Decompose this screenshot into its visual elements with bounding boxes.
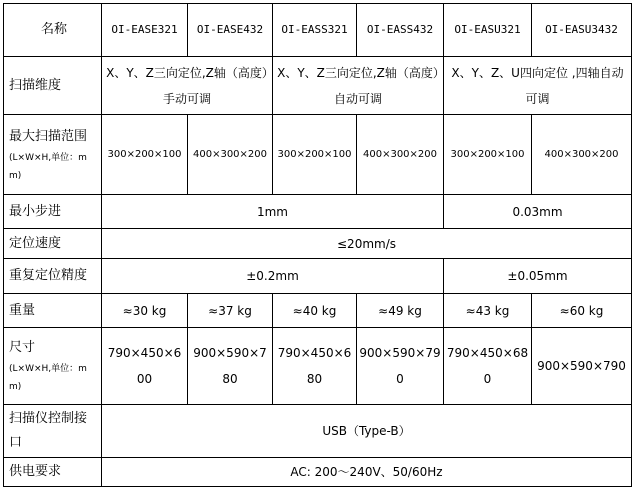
value-cell: 900×590×790 (357, 328, 444, 405)
model-cell: OI-EASU321 (444, 4, 532, 57)
value-cell: ≤20mm/s (102, 229, 632, 259)
model-cell: OI-EASE321 (102, 4, 188, 57)
value-cell: ≈43 kg (444, 294, 532, 328)
repeat-row (4, 259, 632, 294)
model-cell: OI-EASS432 (357, 4, 444, 57)
value-cell: ≈60 kg (532, 294, 632, 328)
value-cell: ±0.05mm (444, 259, 632, 294)
row-label (4, 328, 102, 405)
value-cell: 0.03mm (444, 195, 632, 229)
value-cell: 400×300×200 (188, 115, 273, 195)
value-cell: 1mm (102, 195, 444, 229)
size-row (4, 328, 632, 405)
value-cell: X、Y、Z、U四向定位 ,四轴自动可调 (444, 57, 632, 115)
weight-row (4, 294, 632, 328)
row-label: 重复定位精度 (4, 259, 102, 294)
speed-row (4, 229, 632, 259)
header-label: 名称 (4, 4, 102, 57)
value-cell: 790×450×680 (273, 328, 357, 405)
min-step-row (4, 195, 632, 229)
value-cell: 400×300×200 (532, 115, 632, 195)
model-cell: OI-EASE432 (188, 4, 273, 57)
row-label-text: 尺寸 (9, 340, 36, 355)
row-label: 扫描维度 (4, 57, 102, 115)
header-row (4, 4, 632, 57)
value-cell: AC: 200～240V、50/60Hz (102, 458, 632, 487)
value-cell: 300×200×100 (102, 115, 188, 195)
value-cell: ≈40 kg (273, 294, 357, 328)
row-label: 重量 (4, 294, 102, 328)
max-range-row (4, 115, 632, 195)
value-cell: ≈49 kg (357, 294, 444, 328)
model-cell: OI-EASS321 (273, 4, 357, 57)
value-cell: 300×200×100 (273, 115, 357, 195)
value-cell: 400×300×200 (357, 115, 444, 195)
model-cell: OI-EASU3432 (532, 4, 632, 57)
row-sublabel: (L×W×H,单位：mm) (9, 364, 87, 392)
value-cell: USB（Type-B） (102, 405, 632, 458)
value-cell: X、Y、Z三向定位,Z轴（高度）自动可调 (273, 57, 444, 115)
value-cell: ≈30 kg (102, 294, 188, 328)
value-cell: 900×590×780 (188, 328, 273, 405)
row-label-text: 最大扫描范围 (9, 128, 88, 144)
value-cell: 300×200×100 (444, 115, 532, 195)
value-cell: 790×450×600 (102, 328, 188, 405)
row-label: 供电要求 (4, 458, 102, 487)
row-label: 定位速度 (4, 229, 102, 259)
value-cell: ±0.2mm (102, 259, 444, 294)
row-label (4, 115, 102, 195)
scan-dim-row (4, 57, 632, 115)
row-label: 扫描仪控制接口 (4, 405, 102, 458)
interface-row (4, 405, 632, 458)
row-sublabel: (L×W×H,单位：mm) (9, 152, 87, 181)
row-label: 最小步进 (4, 195, 102, 229)
value-cell: X、Y、Z三向定位,Z轴（高度）手动可调 (102, 57, 273, 115)
spec-table (3, 3, 632, 487)
value-cell: ≈37 kg (188, 294, 273, 328)
value-cell: 790×450×680 (444, 328, 532, 405)
value-cell: 900×590×790 (532, 328, 632, 405)
power-row (4, 458, 632, 487)
